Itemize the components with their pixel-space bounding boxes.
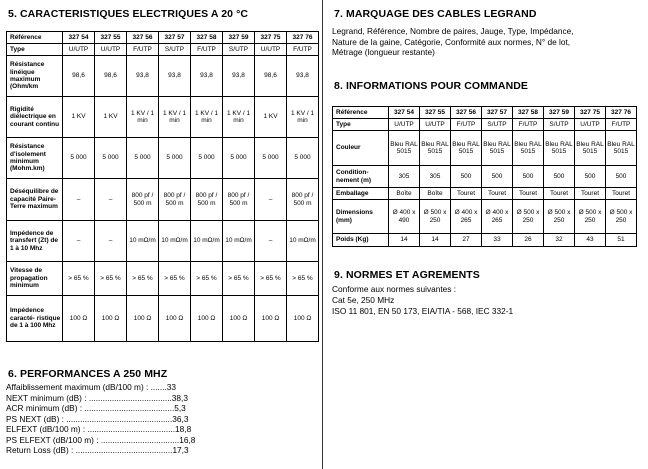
table-cell: – [63, 221, 95, 262]
table-row [333, 166, 637, 188]
table-cell: > 65 % [255, 262, 287, 296]
table-cell: 10 mΩ/m [159, 221, 191, 262]
marking-line: Nature de la gaine, Catégorie, Conformité aux normes, N° de lot, [332, 36, 571, 47]
table-cell: 1 KV [95, 97, 127, 138]
table-cell: 1 KV / 1 min [287, 97, 319, 138]
table-cell: 100 Ω [223, 296, 255, 342]
table-cell: Ø 500 x 250 [575, 200, 606, 234]
table-cell: > 65 % [223, 262, 255, 296]
table-cell: > 65 % [95, 262, 127, 296]
table-cell: 500 [575, 166, 606, 188]
row-label: Rigidité diélectrique en courant continu [7, 97, 63, 138]
table-cell: U/UTP [255, 44, 287, 56]
table-cell: Touret [513, 188, 544, 200]
header-cell: 327 56 [451, 107, 482, 119]
table-cell: S/UTP [544, 119, 575, 131]
table-cell: Bleu RAL 5015 [606, 131, 637, 166]
table-cell: 14 [420, 234, 451, 247]
table-cell: Touret [482, 188, 513, 200]
standards-line: ISO 11 801, EN 50 173, EIA/TIA - 568, IEC 332-1 [332, 306, 514, 316]
table-cell: 100 Ω [127, 296, 159, 342]
electrical-characteristics-table [6, 31, 319, 342]
header-cell: 327 59 [544, 107, 575, 119]
table-cell: 98,6 [63, 56, 95, 97]
table-cell: 10 mΩ/m [287, 221, 319, 262]
table-cell: F/UTP [127, 44, 159, 56]
table-cell: 800 pf / 500 m [159, 179, 191, 221]
table-cell: 500 [513, 166, 544, 188]
table-row [7, 56, 319, 97]
table-cell: 305 [389, 166, 420, 188]
table-row [7, 44, 319, 56]
table-cell: > 65 % [63, 262, 95, 296]
table-row [7, 221, 319, 262]
marking-line: Legrand, Référence, Nombre de paires, Jauge, Type, Impédance, [332, 26, 574, 36]
table-cell: – [63, 179, 95, 221]
table-row [7, 262, 319, 296]
header-cell: 327 56 [127, 32, 159, 44]
table-cell: Ø 500 x 250 [513, 200, 544, 234]
header-label: Référence [333, 107, 389, 119]
performance-line: ELFEXT (dB/100 m) : ......................................18,8 [6, 424, 192, 434]
table-cell: 800 pf / 500 m [287, 179, 319, 221]
table-cell: S/UTP [223, 44, 255, 56]
performance-line: PS NEXT (dB) : ..............................................36,3 [6, 413, 189, 424]
row-label: Déséquilibre de capacité Paire-Terre maximum [7, 179, 63, 221]
table-cell: 5 000 [223, 138, 255, 179]
table-cell: F/UTP [513, 119, 544, 131]
table-cell: 800 pf / 500 m [127, 179, 159, 221]
table-cell: 100 Ω [95, 296, 127, 342]
header-cell: 327 54 [63, 32, 95, 44]
table-cell: 5 000 [287, 138, 319, 179]
performance-line: PS ELFEXT (dB/100 m) : ..................................16,8 [6, 434, 196, 445]
row-label: Condition- nement (m) [333, 166, 389, 188]
table-cell: 14 [389, 234, 420, 247]
table-cell: 100 Ω [287, 296, 319, 342]
table-cell: 305 [420, 166, 451, 188]
table-cell: 500 [482, 166, 513, 188]
table-cell: 93,8 [127, 56, 159, 97]
table-cell: Touret [544, 188, 575, 200]
header-cell: 327 75 [255, 32, 287, 44]
table-cell: 98,6 [95, 56, 127, 97]
table-row [333, 131, 637, 166]
table-cell: 33 [482, 234, 513, 247]
table-cell: Touret [451, 188, 482, 200]
table-cell: Bleu RAL 5015 [482, 131, 513, 166]
standards-text [332, 284, 642, 317]
table-cell: 1 KV / 1 min [191, 97, 223, 138]
table-cell: Bleu RAL 5015 [513, 131, 544, 166]
table-cell: F/UTP [191, 44, 223, 56]
table-cell: 93,8 [159, 56, 191, 97]
table-cell: > 65 % [287, 262, 319, 296]
table-cell: 93,8 [191, 56, 223, 97]
table-cell: 100 Ω [159, 296, 191, 342]
header-cell: 327 54 [389, 107, 420, 119]
table-cell: Touret [575, 188, 606, 200]
table-cell: – [255, 179, 287, 221]
table-cell: 98,6 [255, 56, 287, 97]
table-row [7, 296, 319, 342]
marking-line: Métrage (longueur restante) [332, 47, 435, 57]
table-cell: Bleu RAL 5015 [575, 131, 606, 166]
row-label: Vitesse de propagation minimum [7, 262, 63, 296]
table-cell: Boîte [420, 188, 451, 200]
row-label: Résistance linéique maximum (Ohm/km [7, 56, 63, 97]
table-cell: 10 mΩ/m [223, 221, 255, 262]
table-cell: Bleu RAL 5015 [389, 131, 420, 166]
table-row [333, 234, 637, 247]
table-cell: > 65 % [191, 262, 223, 296]
table-cell: 10 mΩ/m [191, 221, 223, 262]
row-label: Dimensions (mm) [333, 200, 389, 234]
table-cell: U/UTP [63, 44, 95, 56]
performance-line: NEXT minimum (dB) : ....................................38,3 [6, 392, 188, 403]
table-cell: Ø 500 x 250 [606, 200, 637, 234]
table-cell: – [95, 221, 127, 262]
header-cell: 327 75 [575, 107, 606, 119]
table-cell: 5 000 [63, 138, 95, 179]
table-cell: 5 000 [95, 138, 127, 179]
table-cell: Ø 500 x 250 [420, 200, 451, 234]
table-row [333, 119, 637, 131]
header-cell: 327 57 [482, 107, 513, 119]
row-label: Résistance d'isolement minimum (Mohm.km) [7, 138, 63, 179]
performance-line: Return Loss (dB) : ..........................................17,3 [6, 445, 189, 455]
section-9-title: 9. NORMES ET AGREMENTS [334, 269, 480, 281]
section-7-title: 7. MARQUAGE DES CABLES LEGRAND [334, 8, 537, 20]
table-row [333, 188, 637, 200]
table-cell: > 65 % [127, 262, 159, 296]
table-cell: Bleu RAL 5015 [420, 131, 451, 166]
table-cell: 1 KV / 1 min [127, 97, 159, 138]
row-label: Poids (Kg) [333, 234, 389, 247]
row-label: Couleur [333, 131, 389, 166]
table-cell: 26 [513, 234, 544, 247]
table-cell: 5 000 [191, 138, 223, 179]
table-cell: 5 000 [159, 138, 191, 179]
table-cell: S/UTP [159, 44, 191, 56]
table-row [7, 179, 319, 221]
header-cell: 327 55 [420, 107, 451, 119]
header-cell: 327 58 [191, 32, 223, 44]
header-label: Référence [7, 32, 63, 44]
section-6-title: 6. PERFORMANCES A 250 MHZ [8, 368, 168, 380]
table-cell: Boîte [389, 188, 420, 200]
table-cell: 100 Ω [191, 296, 223, 342]
section-8-title: 8. INFORMATIONS POUR COMMANDE [334, 80, 529, 92]
table-row [7, 97, 319, 138]
table-header-row [7, 32, 319, 44]
table-cell: Ø 500 x 250 [544, 200, 575, 234]
table-cell: 93,8 [223, 56, 255, 97]
row-label: Impédence de transfert (Zt) de 1 à 10 Mhz [7, 221, 63, 262]
column-divider [322, 0, 323, 469]
header-cell: 327 57 [159, 32, 191, 44]
table-cell: F/UTP [606, 119, 637, 131]
row-label: Type [333, 119, 389, 131]
left-column [4, 0, 320, 469]
header-cell: 327 58 [513, 107, 544, 119]
table-cell: 500 [451, 166, 482, 188]
table-cell: 500 [544, 166, 575, 188]
table-cell: Bleu RAL 5015 [544, 131, 575, 166]
table-cell: 800 pf / 500 m [191, 179, 223, 221]
table-cell: U/UTP [420, 119, 451, 131]
cable-marking-text [332, 26, 642, 58]
standards-line: Conforme aux normes suivantes : [332, 284, 457, 294]
table-cell: S/UTP [482, 119, 513, 131]
table-cell: 5 000 [127, 138, 159, 179]
table-cell: 1 KV [63, 97, 95, 138]
performance-line: Affaiblissement maximum (dB/100 m) : .......33 [6, 382, 176, 392]
table-cell: 500 [606, 166, 637, 188]
table-cell: 93,8 [287, 56, 319, 97]
table-cell: 800 pf / 500 m [223, 179, 255, 221]
section-5-title: 5. CARACTERISTIQUES ELECTRIQUES A 20 °C [8, 8, 249, 20]
table-cell: U/UTP [95, 44, 127, 56]
header-cell: 327 59 [223, 32, 255, 44]
table-cell: U/UTP [389, 119, 420, 131]
table-cell: F/UTP [287, 44, 319, 56]
standards-line: Cat 5e, 250 MHz [332, 295, 395, 305]
order-information-table [332, 106, 637, 247]
row-label: Impédence caracté- ristique de 1 à 100 Mhz [7, 296, 63, 342]
table-header-row [333, 107, 637, 119]
table-cell: Ø 400 x 265 [451, 200, 482, 234]
table-cell: 1 KV / 1 min [159, 97, 191, 138]
table-cell: – [95, 179, 127, 221]
table-row [333, 200, 637, 234]
table-cell: 100 Ω [255, 296, 287, 342]
table-cell: Ø 400 x 490 [389, 200, 420, 234]
table-cell: Bleu RAL 5015 [451, 131, 482, 166]
header-cell: 327 76 [287, 32, 319, 44]
table-cell: 10 mΩ/m [127, 221, 159, 262]
table-cell: 100 Ω [63, 296, 95, 342]
table-cell: – [255, 221, 287, 262]
table-cell: 27 [451, 234, 482, 247]
table-cell: Touret [606, 188, 637, 200]
header-cell: 327 55 [95, 32, 127, 44]
performance-line: ACR minimum (dB) : .......................................5,3 [6, 403, 186, 413]
table-cell: > 65 % [159, 262, 191, 296]
performance-list [6, 382, 316, 456]
table-cell: 51 [606, 234, 637, 247]
table-cell: Ø 400 x 265 [482, 200, 513, 234]
table-cell: 5 000 [255, 138, 287, 179]
right-column [330, 0, 644, 469]
table-cell: 43 [575, 234, 606, 247]
header-cell: 327 76 [606, 107, 637, 119]
table-cell: 1 KV [255, 97, 287, 138]
table-cell: 32 [544, 234, 575, 247]
table-cell: F/UTP [451, 119, 482, 131]
table-row [7, 138, 319, 179]
table-cell: U/UTP [575, 119, 606, 131]
row-label: Type [7, 44, 63, 56]
table-cell: 1 KV / 1 min [223, 97, 255, 138]
row-label: Emballage [333, 188, 389, 200]
